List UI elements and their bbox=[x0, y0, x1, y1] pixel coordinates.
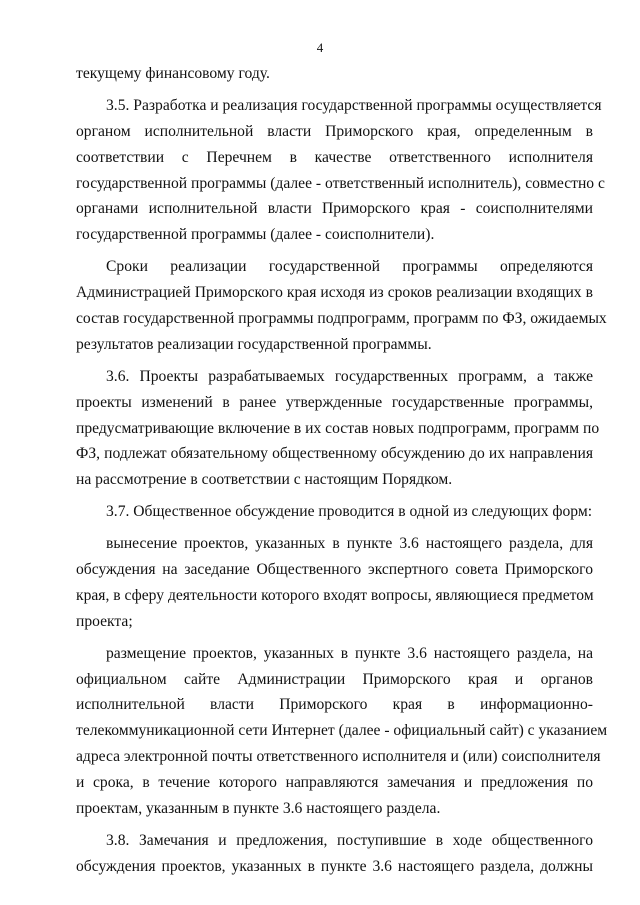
text-line: органами исполнительной власти Приморского края - соисполнителями bbox=[76, 200, 593, 218]
text-line: предусматривающие включение в их состав новых подпрограмм, программ по bbox=[76, 419, 600, 437]
text-line: проекта; bbox=[76, 612, 133, 630]
text-line: результатов реализации государственной программы. bbox=[76, 335, 432, 353]
text-line: органом исполнительной власти Приморского края, определенным в bbox=[76, 122, 593, 140]
text-line: размещение проектов, указанных в пункте 3.6 настоящего раздела, на bbox=[106, 644, 593, 662]
page-number: 4 bbox=[316, 40, 324, 55]
text-line: 3.5. Разработка и реализация государственной программы осуществляется bbox=[106, 96, 602, 114]
text-line: состав государственной программы подпрограмм, программ по ФЗ, ожидаемых bbox=[76, 310, 607, 328]
paragraph bbox=[76, 364, 600, 493]
paragraph bbox=[76, 531, 593, 635]
paragraph bbox=[76, 93, 605, 248]
paragraph bbox=[76, 499, 593, 525]
text-line: Администрацией Приморского края исходя из сроков реализации входящих в bbox=[76, 284, 593, 302]
text-line: проектам, указанным в пункте 3.6 настоящего раздела. bbox=[76, 800, 441, 818]
text-line: вынесение проектов, указанных в пункте 3.6 настоящего раздела, для bbox=[106, 535, 593, 553]
text-line: проекты изменений в ранее утвержденные государственные программы, bbox=[76, 393, 593, 411]
text-line: и срока, в течение которого направляются замечания и предложения по bbox=[76, 774, 593, 792]
text-line: исполнительной власти Приморского края в информационно- bbox=[76, 696, 593, 714]
text-line: государственной программы (далее - ответственный исполнитель), совместно с bbox=[76, 174, 605, 192]
document-body bbox=[76, 61, 608, 880]
text-line: адреса электронной почты ответственного исполнителя и (или) соисполнителя bbox=[76, 748, 601, 766]
text-line: государственной программы (далее - соисполнители). bbox=[76, 226, 435, 244]
text-line: обсуждения на заседание Общественного экспертного совета Приморского bbox=[76, 561, 593, 579]
paragraph bbox=[76, 828, 593, 880]
paragraph bbox=[76, 254, 607, 358]
text-line: обсуждения проектов, указанных в пункте 3.6 настоящего раздела, должны bbox=[76, 857, 593, 875]
text-line: телекоммуникационной сети Интернет (далее - официальный сайт) с указанием bbox=[76, 722, 608, 740]
text-line: официальном сайте Администрации Приморского края и органов bbox=[76, 670, 593, 688]
text-line: 3.7. Общественное обсуждение проводится в одной из следующих форм: bbox=[106, 503, 593, 521]
paragraph bbox=[76, 61, 593, 87]
text-line: ФЗ, подлежат обязательному общественному обсуждению до их направления bbox=[76, 445, 593, 463]
text-line: текущему финансовому году. bbox=[76, 65, 270, 82]
text-line: на рассмотрение в соответствии с настоящим Порядком. bbox=[76, 471, 453, 489]
text-line: 3.6. Проекты разрабатываемых государственных программ, а также bbox=[106, 367, 593, 385]
text-line: 3.8. Замечания и предложения, поступившие в ходе общественного bbox=[106, 831, 593, 849]
paragraph bbox=[76, 641, 608, 822]
text-line: края, в сферу деятельности которого входят вопросы, являющиеся предметом bbox=[76, 586, 594, 604]
text-line: соответствии с Перечнем в качестве ответственного исполнителя bbox=[76, 148, 593, 166]
text-line: Сроки реализации государственной программы определяются bbox=[106, 258, 593, 276]
